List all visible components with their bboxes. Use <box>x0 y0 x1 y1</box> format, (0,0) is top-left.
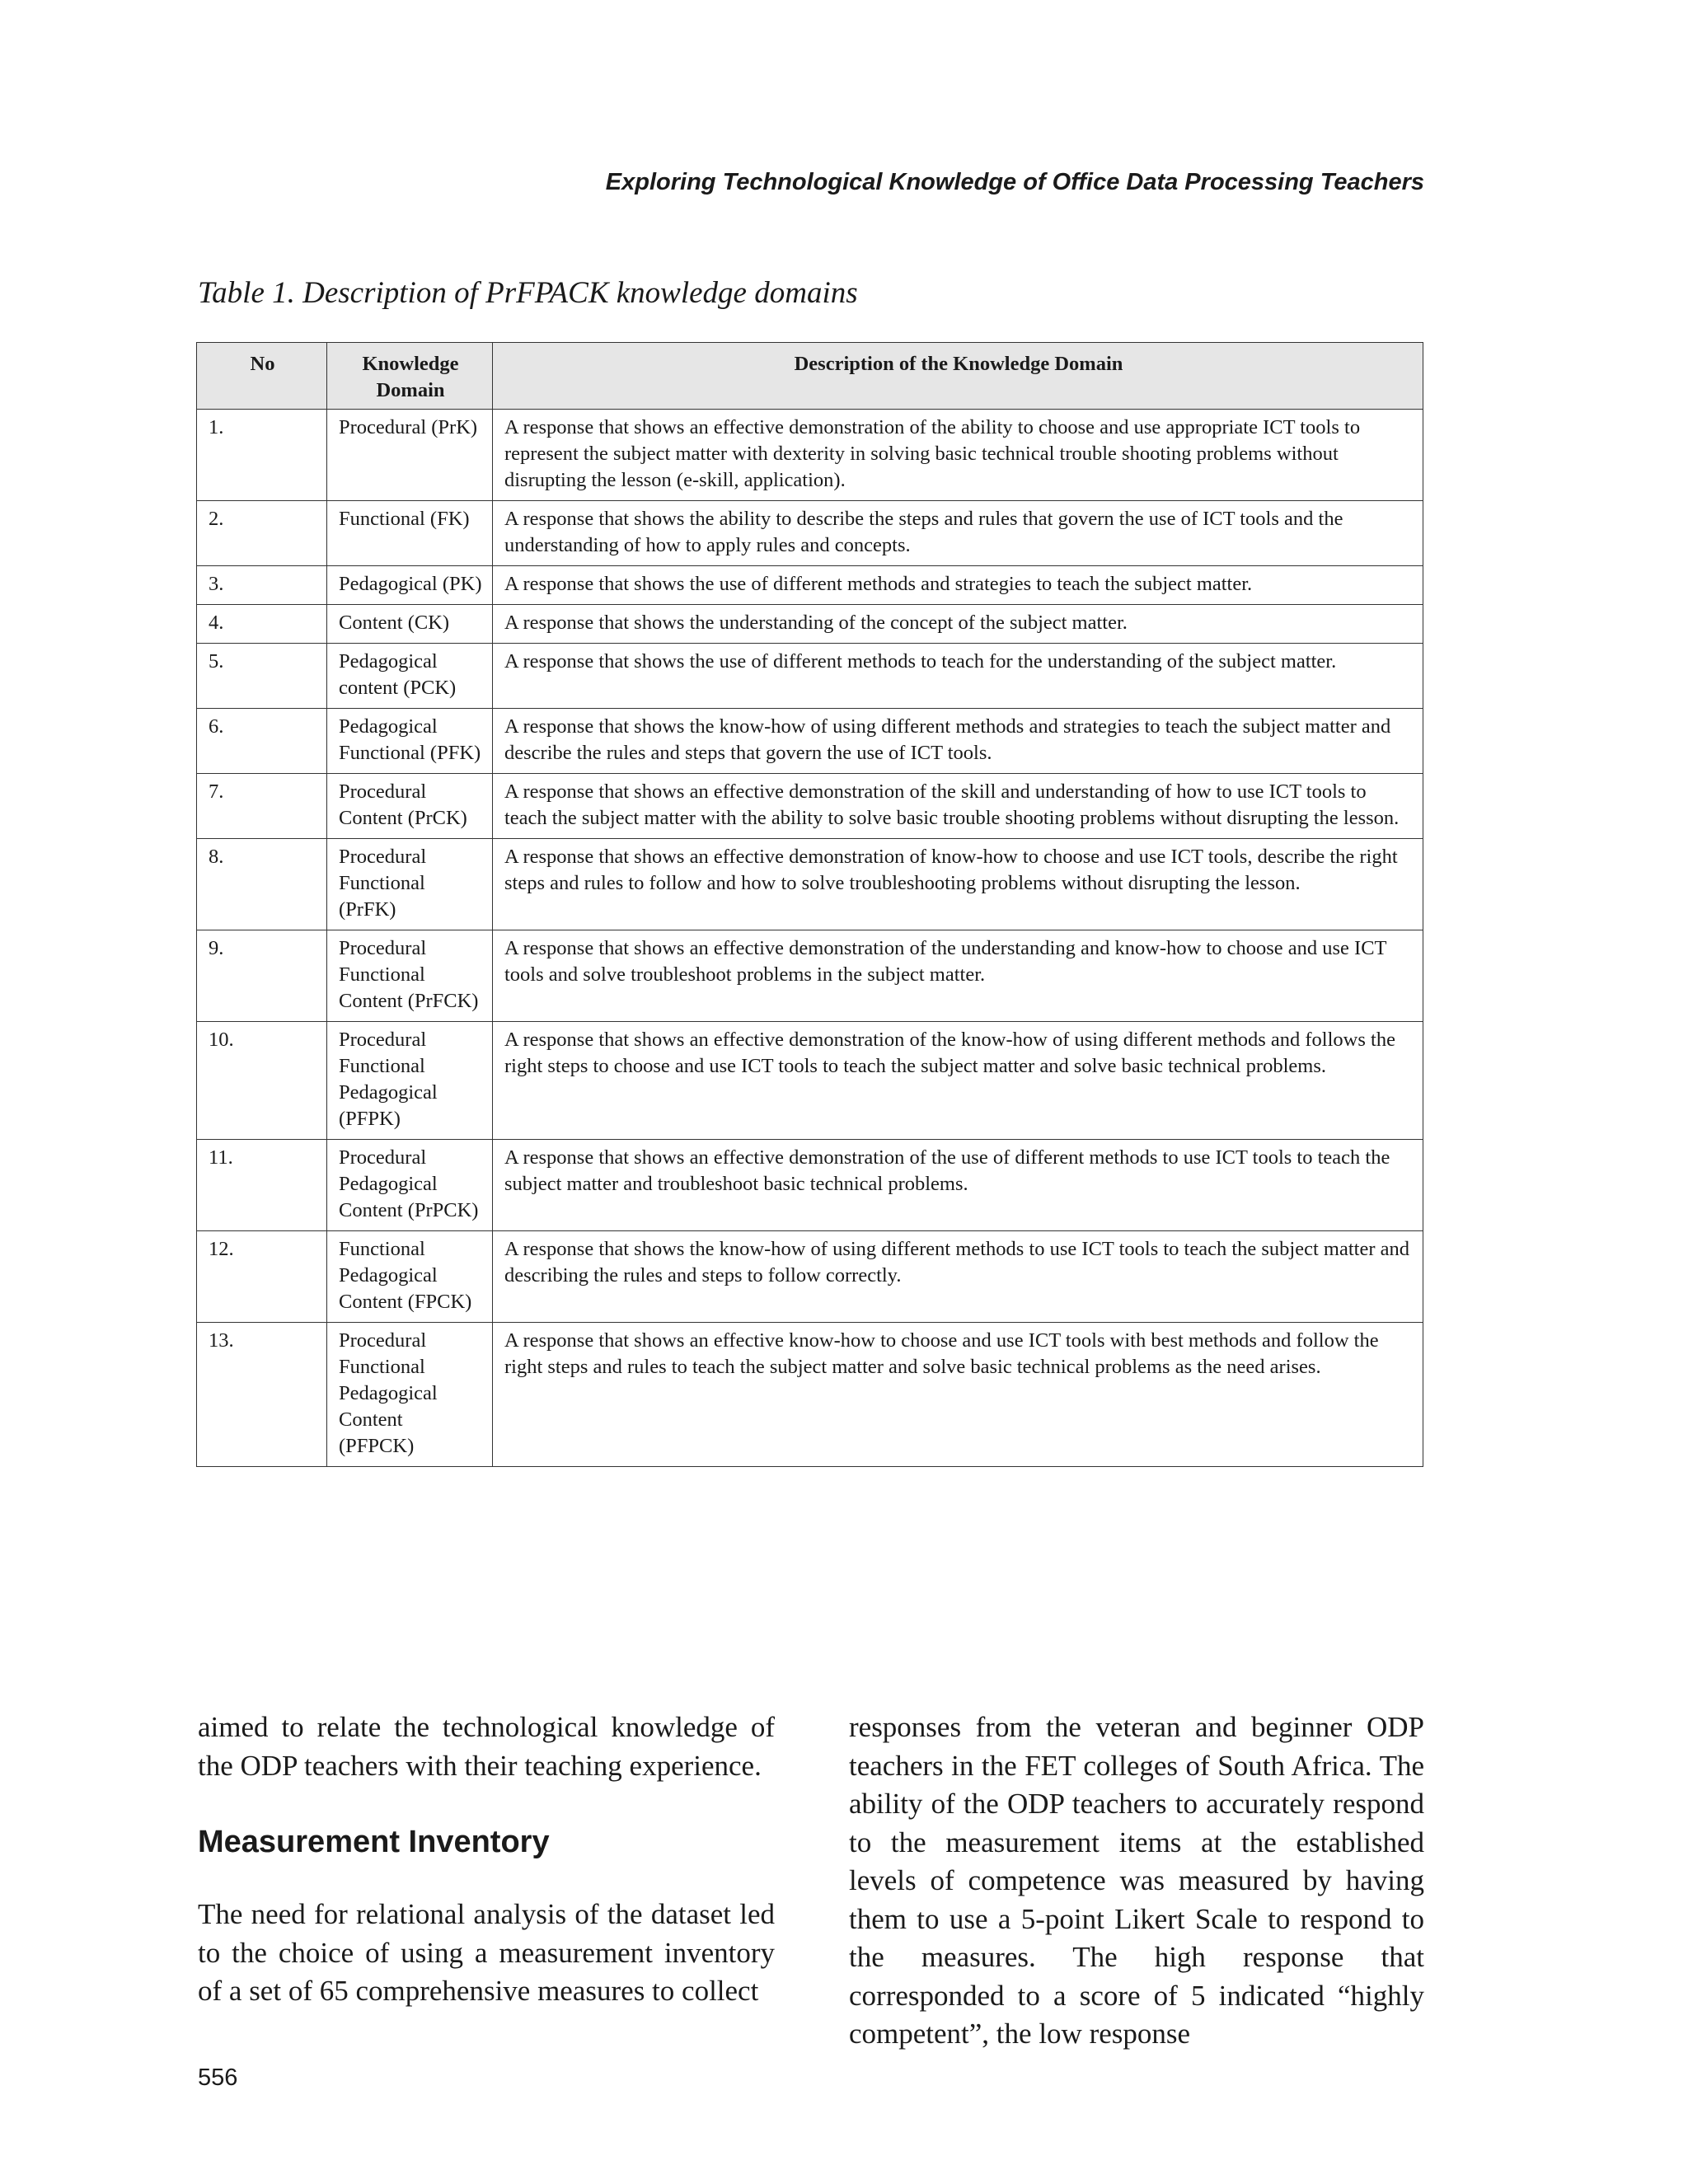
page-number: 556 <box>198 2064 238 2091</box>
row-description: A response that shows an effective demonstration of the skill and understanding of how to use ICT tools to teach the subject matter with the ability to solve basic trouble shooting problems without disrupting the lesson. <box>493 774 1423 839</box>
row-domain: Functional (FK) <box>327 501 493 566</box>
table-row <box>197 605 1423 644</box>
row-number: 13. <box>197 1323 327 1467</box>
row-domain: Procedural Content (PrCK) <box>327 774 493 839</box>
row-description: A response that shows the use of different methods and strategies to teach the subject matter. <box>493 566 1423 605</box>
row-description: A response that shows an effective demonstration of know-how to choose and use ICT tools, describe the right steps and rules to follow and how to solve troubleshooting problems without disrupting the lesson. <box>493 839 1423 930</box>
row-description: A response that shows the ability to describe the steps and rules that govern the use of ICT tools and the understanding of how to apply rules and concepts. <box>493 501 1423 566</box>
body-left-column <box>198 1708 775 2011</box>
table-row <box>197 566 1423 605</box>
table-row <box>197 410 1423 501</box>
row-domain: Procedural Functional Pedagogical (PFPK) <box>327 1022 493 1140</box>
row-number: 8. <box>197 839 327 930</box>
row-description: A response that shows an effective demonstration of the know-how of using different methods and follows the right steps to choose and use ICT tools to teach the subject matter and solve basic technical problems. <box>493 1022 1423 1140</box>
body-paragraph: responses from the veteran and beginner ODP teachers in the FET colleges of South Africa. The ability of the ODP teachers to accurately respond to the measurement items at the established levels of competence was measured by having them to use a 5-point Likert Scale to respond to the measures. The high response that corresponded to a score of 5 indicated “highly competent”, the low response <box>849 1711 1424 2050</box>
row-domain: Procedural Pedagogical Content (PrPCK) <box>327 1140 493 1231</box>
header-no: No <box>197 343 327 410</box>
table-row <box>197 1323 1423 1467</box>
row-number: 4. <box>197 605 327 644</box>
table-row <box>197 930 1423 1022</box>
row-domain: Functional Pedagogical Content (FPCK) <box>327 1231 493 1323</box>
table-row <box>197 644 1423 709</box>
row-number: 7. <box>197 774 327 839</box>
row-description: A response that shows the know-how of using different methods to use ICT tools to teach the subject matter and describing the rules and steps to follow correctly. <box>493 1231 1423 1323</box>
body-paragraph: The need for relational analysis of the dataset led to the choice of using a measurement inventory of a set of 65 comprehensive measures to collect <box>198 1898 775 2007</box>
table-header-row <box>197 343 1423 410</box>
row-description: A response that shows an effective demonstration of the understanding and know-how to choose and use ICT tools and solve troubleshoot problems in the subject matter. <box>493 930 1423 1022</box>
table-row <box>197 1231 1423 1323</box>
row-description: A response that shows an effective demonstration of the use of different methods to use ICT tools to teach the subject matter and troubleshoot basic technical problems. <box>493 1140 1423 1231</box>
table-row <box>197 1140 1423 1231</box>
running-header: Exploring Technological Knowledge of Office Data Processing Teachers <box>605 169 1424 195</box>
knowledge-domains-table <box>196 342 1423 1467</box>
header-knowledge-domain: Knowledge Domain <box>327 343 493 410</box>
row-domain: Procedural Functional Content (PrFCK) <box>327 930 493 1022</box>
row-description: A response that shows an effective demonstration of the ability to choose and use appropriate ICT tools to represent the subject matter with dexterity in solving basic technical trouble shooting problems without disrupting the lesson (e-skill, application). <box>493 410 1423 501</box>
row-number: 1. <box>197 410 327 501</box>
table-row <box>197 501 1423 566</box>
row-domain: Procedural Functional Pedagogical Content (PFPCK) <box>327 1323 493 1467</box>
body-right-column <box>849 1708 1424 2054</box>
row-number: 11. <box>197 1140 327 1231</box>
table-row <box>197 774 1423 839</box>
table-row <box>197 1022 1423 1140</box>
row-number: 12. <box>197 1231 327 1323</box>
table-row <box>197 839 1423 930</box>
row-number: 3. <box>197 566 327 605</box>
body-paragraph: aimed to relate the technological knowledge of the ODP teachers with their teaching experience. <box>198 1711 775 1782</box>
row-domain: Pedagogical (PK) <box>327 566 493 605</box>
row-description: A response that shows the use of different methods to teach for the understanding of the subject matter. <box>493 644 1423 709</box>
row-domain: Pedagogical Functional (PFK) <box>327 709 493 774</box>
row-domain: Procedural Functional (PrFK) <box>327 839 493 930</box>
row-description: A response that shows the understanding of the concept of the subject matter. <box>493 605 1423 644</box>
table-caption: Table 1. Description of PrFPACK knowledge domains <box>198 276 858 310</box>
row-number: 6. <box>197 709 327 774</box>
row-domain: Content (CK) <box>327 605 493 644</box>
row-domain: Procedural (PrK) <box>327 410 493 501</box>
section-heading: Measurement Inventory <box>198 1825 550 1859</box>
row-number: 2. <box>197 501 327 566</box>
header-description: Description of the Knowledge Domain <box>493 343 1423 410</box>
row-description: A response that shows an effective know-how to choose and use ICT tools with best methods and follow the right steps and rules to teach the subject matter and solve basic technical problems as the need arises. <box>493 1323 1423 1467</box>
row-number: 9. <box>197 930 327 1022</box>
table-row <box>197 709 1423 774</box>
row-domain: Pedagogical content (PCK) <box>327 644 493 709</box>
row-number: 5. <box>197 644 327 709</box>
row-description: A response that shows the know-how of using different methods and strategies to teach the subject matter and describe the rules and steps that govern the use of ICT tools. <box>493 709 1423 774</box>
row-number: 10. <box>197 1022 327 1140</box>
